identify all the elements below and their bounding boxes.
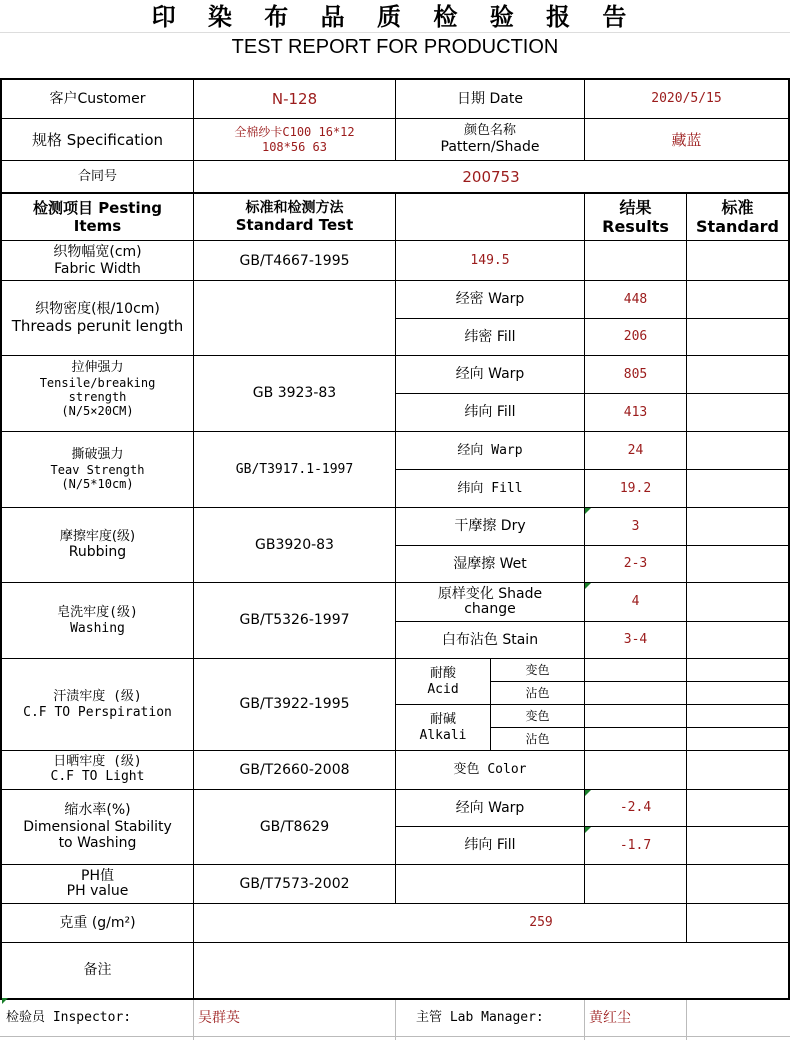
row-tensile-item-unit: (N/5×20CM) <box>61 404 134 419</box>
shade-label-cn: 颜色名称 <box>463 123 516 139</box>
row-density-fill-value: 206 <box>623 329 648 345</box>
row-rubbing-dry-value: 3 <box>631 518 640 534</box>
shade-label-en: Pattern/Shade <box>440 138 540 155</box>
row-perspiration-alkali-color: 变色 <box>525 708 550 723</box>
col-header-item-line2: Items <box>73 217 122 235</box>
row-light-item-cn: 日晒牢度 (级) <box>53 754 142 770</box>
row-tensile-item-en1: Tensile/breaking <box>39 375 156 390</box>
row-perspiration-item-en: C.F TO Perspiration <box>23 704 172 720</box>
col-header-standard-line1: 标准 <box>721 197 754 217</box>
col-header-item <box>2 194 193 240</box>
row-washing-shade-value: 4 <box>631 594 640 610</box>
row-remarks-label: 备注 <box>83 962 112 979</box>
row-width-item <box>2 241 193 280</box>
row-washing-shade-line1: 原样变化 Shade <box>437 585 543 602</box>
row-perspiration-alkali-en: Alkali <box>419 727 467 743</box>
row-light-method: GB/T2660-2008 <box>239 761 350 778</box>
spec-label: 规格 Specification <box>31 130 164 149</box>
report-title-cn: 印 染 布 品 质 检 验 报 告 <box>151 3 639 31</box>
col-header-results <box>585 194 686 240</box>
row-perspiration-acid-color: 变色 <box>525 662 550 677</box>
col-header-method <box>194 194 395 240</box>
row-density-item <box>2 281 193 355</box>
manager-value: 黄红尘 <box>589 1009 631 1026</box>
contract-label: 合同号 <box>77 168 117 184</box>
row-perspiration-acid-en: Acid <box>427 681 459 697</box>
row-tensile-item-cn: 拉伸强力 <box>71 360 124 375</box>
row-remarks-field[interactable] <box>194 943 788 998</box>
row-perspiration-acid-cn: 耐酸 <box>429 665 456 681</box>
row-perspiration-alkali <box>396 705 490 750</box>
row-perspiration-method: GB/T3922-1995 <box>239 696 350 713</box>
date-label: 日期 Date <box>457 90 523 107</box>
inspector-label: 检验员 Inspector: <box>6 1010 132 1026</box>
row-width-method: GB/T4667-1995 <box>239 253 350 269</box>
row-tear-fill-label: 纬向 Fill <box>457 480 523 496</box>
row-rubbing-wet-value: 2-3 <box>623 556 648 572</box>
row-tear-warp-label: 经向 Warp <box>457 442 523 458</box>
row-tear-item-en: Teav Strength <box>50 462 145 477</box>
row-dimensional-method: GB/T8629 <box>259 818 330 835</box>
row-perspiration-item-cn: 汗渍牢度 (级) <box>53 688 142 704</box>
row-tear-item-cn: 撕破强力 <box>71 447 124 463</box>
row-ph-item-cn: PH值 <box>81 867 114 884</box>
manager-label: 主管 Lab Manager: <box>416 1010 544 1026</box>
row-density-item-cn: 织物密度(根/10cm) <box>35 300 160 317</box>
row-dimensional-fill-label: 纬向 Fill <box>464 837 516 854</box>
row-perspiration-alkali-cn: 耐碱 <box>429 711 456 727</box>
row-perspiration-item <box>2 659 193 750</box>
shade-value: 藏蓝 <box>671 130 702 149</box>
row-weight-value: 259 <box>529 915 553 931</box>
row-light-item-en: C.F TO Light <box>50 769 145 784</box>
row-width-item-cn: 织物幅宽(cm) <box>53 243 142 260</box>
customer-label: 客户Customer <box>49 90 146 107</box>
spec-value-line1: 全棉纱卡C100 16*12 <box>234 125 355 140</box>
row-light-color-label: 变色 Color <box>453 762 527 778</box>
row-rubbing-dry-label: 干摩擦 Dry <box>454 518 526 535</box>
row-washing-shade-label <box>396 583 584 621</box>
col-header-item-line1: 检测项目 Pesting <box>32 199 163 217</box>
row-tensile-warp-value: 805 <box>623 366 648 382</box>
row-tear-warp-value: 24 <box>627 442 644 458</box>
col-header-results-line1: 结果 <box>619 197 652 217</box>
row-dimensional-warp-label: 经向 Warp <box>455 799 525 816</box>
date-value: 2020/5/15 <box>651 91 722 107</box>
spec-value <box>194 119 395 160</box>
row-density-fill-label: 纬密 Fill <box>464 328 516 345</box>
row-washing-item <box>2 583 193 658</box>
row-tensile-fill-label: 纬向 Fill <box>464 404 516 421</box>
row-light-item <box>2 751 193 789</box>
row-perspiration-acid <box>396 659 490 704</box>
row-density-warp-label: 经密 Warp <box>455 291 525 308</box>
row-washing-item-cn: 皂洗牢度(级) <box>57 604 138 620</box>
row-tear-fill-value: 19.2 <box>619 480 652 496</box>
row-rubbing-item-en: Rubbing <box>68 544 127 561</box>
spec-value-line2: 108*56 63 <box>261 139 328 154</box>
row-tensile-method: GB 3923-83 <box>252 385 337 402</box>
col-header-results-line2: Results <box>602 217 669 236</box>
row-perspiration-acid-stain: 沾色 <box>525 685 550 700</box>
inspector-value: 吴群英 <box>198 1009 240 1026</box>
row-width-item-en: Fabric Width <box>54 260 141 277</box>
row-tear-item-unit: (N/5*10cm) <box>61 477 134 492</box>
row-rubbing-method: GB3920-83 <box>255 536 334 553</box>
row-dimensional-item-en2: to Washing <box>58 835 137 852</box>
row-tear-item <box>2 432 193 507</box>
row-washing-shade-line2: change <box>464 601 516 617</box>
row-washing-item-en: Washing <box>70 620 125 636</box>
row-tear-method: GB/T3917.1-1997 <box>235 461 354 477</box>
row-ph-method: GB/T7573-2002 <box>239 875 350 892</box>
row-density-warp-value: 448 <box>623 291 648 307</box>
row-width-value: 149.5 <box>470 252 510 268</box>
row-dimensional-item-en1: Dimensional Stability <box>23 818 172 835</box>
row-ph-item-en: PH value <box>66 883 129 899</box>
row-rubbing-wet-label: 湿摩擦 Wet <box>453 555 527 572</box>
col-header-method-line1: 标准和检测方法 <box>245 199 344 216</box>
row-dimensional-item-cn: 缩水率(%) <box>64 801 131 818</box>
col-header-method-line2: Standard Test <box>235 216 354 235</box>
col-header-standard-line2: Standard <box>696 217 779 236</box>
row-washing-method: GB/T5326-1997 <box>239 612 350 629</box>
row-rubbing-item-cn: 摩擦牢度(级) <box>59 528 136 544</box>
shade-label <box>396 119 584 160</box>
row-ph-item <box>2 865 193 903</box>
row-dimensional-fill-value: -1.7 <box>619 837 652 853</box>
row-washing-stain-value: 3-4 <box>623 632 648 648</box>
report-title-en: TEST REPORT FOR PRODUCTION <box>231 36 559 58</box>
col-header-standard <box>687 194 788 240</box>
row-density-item-en: Threads perunit length <box>11 317 184 336</box>
row-dimensional-item <box>2 790 193 864</box>
row-tensile-item-en2: strength <box>68 389 127 404</box>
row-rubbing-item <box>2 508 193 582</box>
customer-value: N-128 <box>271 90 318 108</box>
row-dimensional-warp-value: -2.4 <box>619 800 652 816</box>
contract-value: 200753 <box>462 167 520 186</box>
row-tensile-warp-label: 经向 Warp <box>455 366 525 383</box>
grid-line <box>0 32 790 33</box>
row-weight-item: 克重 (g/m²) <box>59 914 136 931</box>
row-washing-stain-label: 白布沾色 Stain <box>441 631 539 648</box>
row-tensile-item <box>2 356 193 431</box>
row-tensile-fill-value: 413 <box>623 404 648 420</box>
row-perspiration-alkali-stain: 沾色 <box>525 731 550 746</box>
